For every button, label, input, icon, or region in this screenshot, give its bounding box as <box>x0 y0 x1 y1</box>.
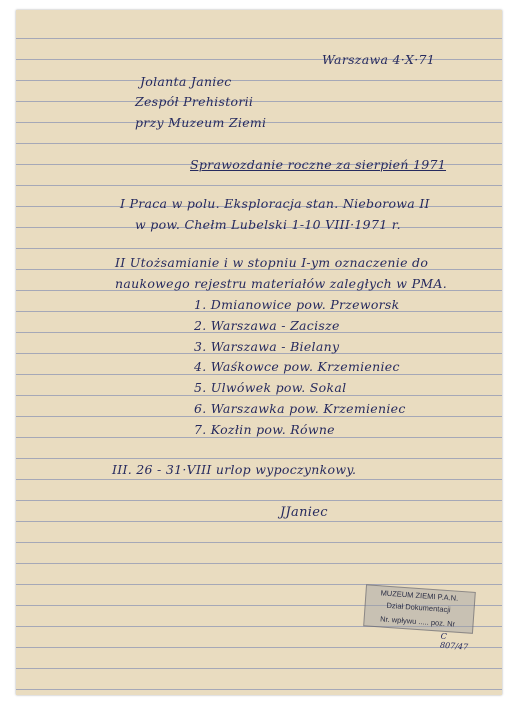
section2-line2: naukowego rejestru materiałów zaległych w PMA. <box>115 276 447 291</box>
signature: JJaniec <box>280 505 328 520</box>
sender-name: Jolanta Janiec <box>140 74 232 89</box>
list-item: 4. Waśkowce pow. Krzemieniec <box>194 359 400 374</box>
report-title: Sprawozdanie roczne za sierpień 1971 <box>190 157 447 172</box>
list-item: 5. Ulwówek pow. Sokal <box>194 380 347 395</box>
section1-line2: w pow. Chełm Lubelski 1-10 VIII·1971 r. <box>135 217 401 232</box>
list-item: 3. Warszawa - Bielany <box>194 339 340 354</box>
letter-date: Warszawa 4·X·71 <box>322 52 435 67</box>
stamp-line: Dział Dokumentacji <box>386 600 451 615</box>
section1-line1: I Praca w polu. Eksploracja stan. Nieborowa II <box>120 196 430 211</box>
stamp-line: Nr. wpływu ..... poz. Nr <box>379 614 456 629</box>
sender-institution: przy Muzeum Ziemi <box>135 115 267 130</box>
list-item: 1. Dmianowice pow. Przeworsk <box>194 297 400 312</box>
stamp-line: MUZEUM ZIEMI P.A.N. <box>380 588 459 603</box>
list-item: 2. Warszawa - Zacisze <box>194 318 340 333</box>
list-item: 6. Warszawka pow. Krzemieniec <box>194 401 406 416</box>
sender-department: Zespół Prehistorii <box>135 94 254 109</box>
section3-line: III. 26 - 31·VIII urlop wypoczynkowy. <box>112 462 357 477</box>
stamp-number: C 807/47 <box>439 631 469 652</box>
registry-stamp <box>356 584 480 652</box>
section2-line1: II Utożsamianie i w stopniu I-ym oznaczenie do <box>115 255 429 270</box>
list-item: 7. Kozłin pow. Równe <box>194 422 335 437</box>
